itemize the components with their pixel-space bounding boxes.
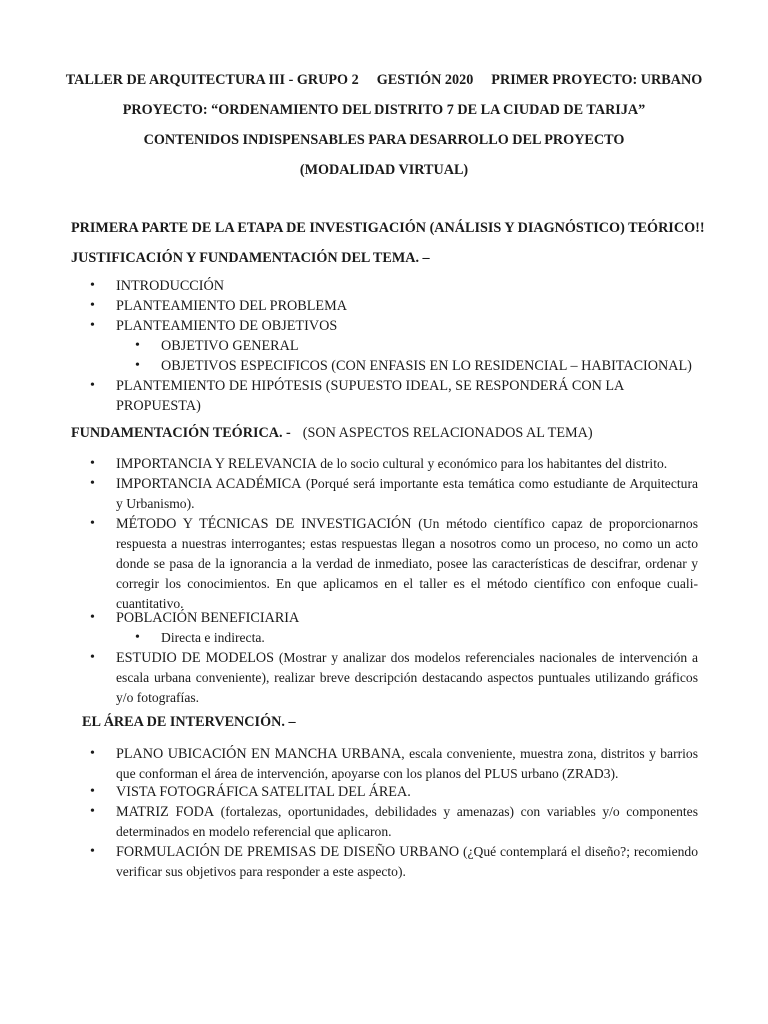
list-subitem: OBJETIVOS ESPECIFICOS (CON ENFASIS EN LO RESIDENCIAL – HABITACIONAL) <box>161 358 692 374</box>
list-item <box>116 454 698 474</box>
list-item <box>116 744 698 784</box>
item-description: (Porqué será importante esta temática como estudiante de Arquitectura y Urbanismo). <box>116 476 699 511</box>
bullet-icon: • <box>135 338 140 353</box>
header-line-1 <box>0 71 768 89</box>
item-description: (Un método científico capaz de proporcionarnos respuesta a nuestras interrogantes; estas respuestas llegan a nosotros como un proceso, no como un acto donde se pasa de la ignorancia a la verdad de inmediato, posee las características de descifrar, ordenar y corregir los conocimientos. En que aplicamos en el taller es el método científico con enfoque cuali-cuantitativo. <box>116 516 698 611</box>
bullet-icon: • <box>90 278 95 293</box>
bullet-icon: • <box>90 456 95 471</box>
bullet-icon: • <box>90 650 95 665</box>
project-name: PROYECTO: “ORDENAMIENTO DEL DISTRITO 7 DE LA CIUDAD DE TARIJA” <box>122 102 646 118</box>
theory-title-label: FUNDAMENTACIÓN TEÓRICA. - <box>71 425 291 441</box>
bullet-icon: • <box>90 318 95 333</box>
item-keyword: IMPORTANCIA ACADÉMICA <box>116 476 302 492</box>
list-item <box>116 474 698 514</box>
item-description: , escala conveniente, muestra zona, distritos y barrios que conforman el área de intervención, apoyarse con los planos del PLUS urbano (ZRAD3). <box>116 746 699 781</box>
item-description: (¿Qué contemplará el diseño?; recomiendo verificar sus objetivos para responder a este aspecto). <box>116 844 698 879</box>
item-keyword: IMPORTANCIA Y RELEVANCIA <box>116 456 317 472</box>
list-subitem: Directa e indirecta. <box>161 630 265 645</box>
bullet-icon: • <box>135 358 140 373</box>
project-type: PRIMER PROYECTO: URBANO <box>491 72 703 88</box>
bullet-icon: • <box>90 804 95 819</box>
item-description: de lo socio cultural y económico para los habitantes del distrito. <box>316 456 668 471</box>
theory-title-note: (SON ASPECTOS RELACIONADOS AL TEMA) <box>302 425 593 441</box>
contents-heading: CONTENIDOS INDISPENSABLES PARA DESARROLLO DEL PROYECTO <box>143 132 625 148</box>
list-item: PLANTEMIENTO DE HIPÓTESIS (SUPUESTO IDEAL, SE RESPONDERÁ CON LA PROPUESTA) <box>116 378 624 414</box>
list-item <box>116 802 698 842</box>
item-description: (fortalezas, oportunidades, debilidades y amenazas) con variables y/o componentes determinados en modelo referencial que aplicaron. <box>116 804 698 839</box>
item-keyword: FORMULACIÓN DE PREMISAS DE DISEÑO URBANO <box>116 844 460 860</box>
list-item: POBLACIÓN BENEFICIARIA <box>116 610 300 626</box>
part-one-title: PRIMERA PARTE DE LA ETAPA DE INVESTIGACIÓN (ANÁLISIS Y DIAGNÓSTICO) TEÓRICO!! <box>71 220 705 236</box>
list-item <box>116 514 698 614</box>
item-keyword: PLANO UBICACIÓN EN MANCHA URBANA <box>116 746 402 762</box>
justification-title: JUSTIFICACIÓN Y FUNDAMENTACIÓN DEL TEMA. – <box>71 250 430 266</box>
list-item: PLANTEAMIENTO DEL PROBLEMA <box>116 298 347 314</box>
list-item: VISTA FOTOGRÁFICA SATELITAL DEL ÁREA. <box>116 784 411 800</box>
modality: (MODALIDAD VIRTUAL) <box>299 162 469 178</box>
bullet-icon: • <box>90 378 95 393</box>
bullet-icon: • <box>90 746 95 761</box>
item-keyword: ESTUDIO DE MODELOS <box>116 650 275 666</box>
bullet-icon: • <box>90 298 95 313</box>
theory-title <box>71 424 593 442</box>
bullet-icon: • <box>90 476 95 491</box>
bullet-icon: • <box>90 610 95 625</box>
list-item <box>116 842 698 882</box>
bullet-icon: • <box>90 784 95 799</box>
list-item <box>116 648 698 708</box>
list-item: PLANTEAMIENTO DE OBJETIVOS <box>116 318 338 334</box>
list-subitem: OBJETIVO GENERAL <box>161 338 299 354</box>
bullet-icon: • <box>90 516 95 531</box>
bullet-icon: • <box>90 844 95 859</box>
item-keyword: MÉTODO Y TÉCNICAS DE INVESTIGACIÓN <box>116 516 412 532</box>
item-keyword: MATRIZ FODA <box>116 804 215 820</box>
course-title: TALLER DE ARQUITECTURA III - GRUPO 2 <box>65 72 359 88</box>
term: GESTIÓN 2020 <box>376 72 474 88</box>
intervention-area-title: EL ÁREA DE INTERVENCIÓN. – <box>82 714 296 730</box>
list-item: INTRODUCCIÓN <box>116 278 224 294</box>
item-description: (Mostrar y analizar dos modelos referenciales nacionales de intervención a escala urbana conveniente), realizar breve descripción destacando aspectos puntuales utilizando gráficos y/o fotografías. <box>116 650 698 705</box>
bullet-icon: • <box>135 630 140 645</box>
